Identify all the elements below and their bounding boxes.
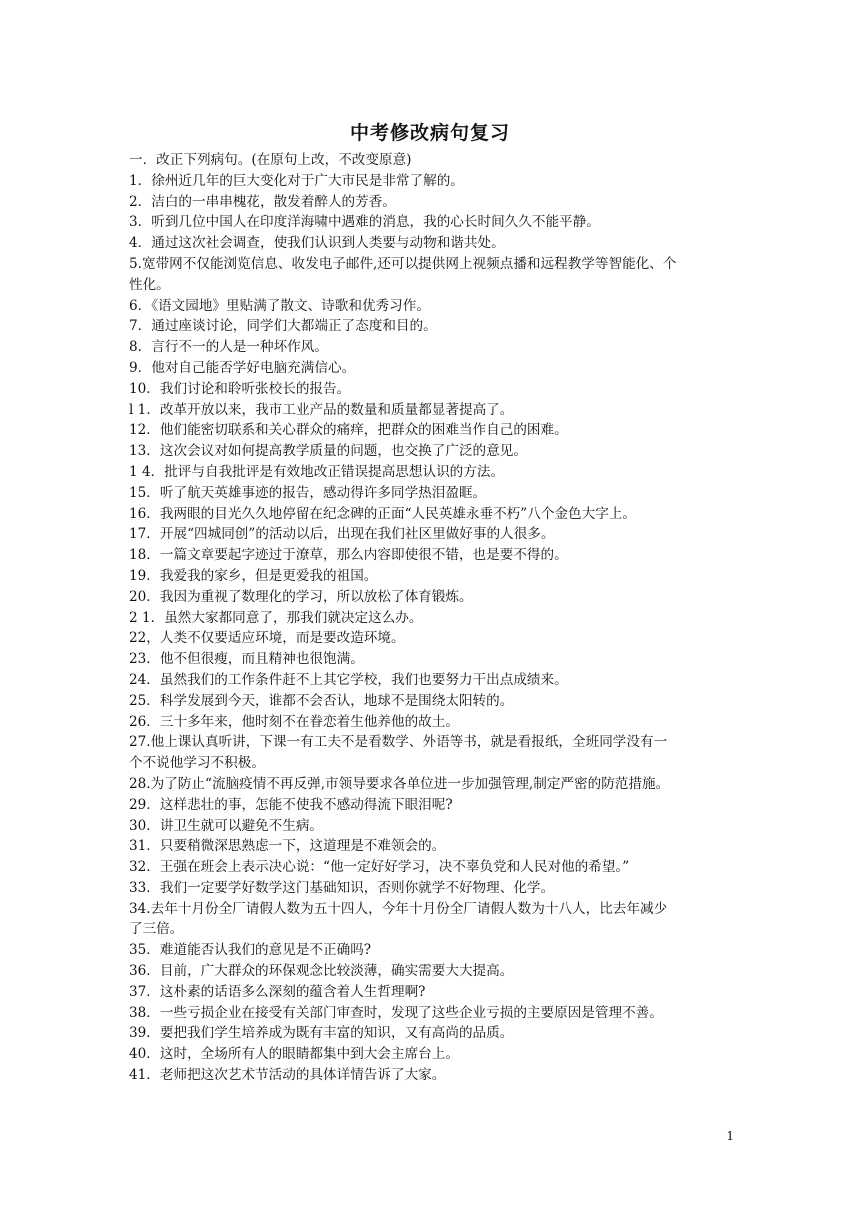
exercise-line-continuation: 个不说他学习不积极。 bbox=[129, 755, 265, 772]
exercise-line: 27.他上课认真听讲，下课一有工夫不是看数学、外语等书，就是看报纸，全班同学没有一 bbox=[129, 734, 668, 751]
exercise-line: 9．他对自己能否学好电脑充满信心。 bbox=[129, 359, 356, 376]
exercise-line: 28.为了防止“流脑疫情不再反弹,市领导要求各单位进一步加强管理,制定严密的防范措施。 bbox=[129, 775, 670, 792]
document-title: 中考修改病句复习 bbox=[349, 122, 510, 144]
exercise-line: 8．言行不一的人是一种坏作风。 bbox=[129, 339, 328, 356]
exercise-line: 10．我们讨论和聆听张校长的报告。 bbox=[129, 380, 351, 397]
exercise-line: 25．科学发展到今天，谁都不会否认，地球不是围绕太阳转的。 bbox=[129, 692, 514, 709]
exercise-line: 3．听到几位中国人在印度洋海啸中遇难的消息，我的心长时间久久不能平静。 bbox=[129, 214, 600, 231]
exercise-line: 23．他不但很瘦，而且精神也很饱满。 bbox=[129, 651, 364, 668]
exercise-line: 2．洁白的一串串槐花，散发着醉人的芳香。 bbox=[129, 193, 396, 210]
exercise-line: 39．要把我们学生培养成为既有丰富的知识，又有高尚的品质。 bbox=[129, 1025, 514, 1042]
instruction-line: 一．改正下列病句。(在原句上改，不改变原意) bbox=[129, 152, 412, 168]
exercise-line: 26．三十多年来，他时刻不在眷恋着生他养他的故土。 bbox=[129, 713, 459, 730]
exercise-line: 2 1．虽然大家都同意了，那我们就决定这么办。 bbox=[129, 609, 423, 626]
exercise-line: 37．这朴素的话语多么深刻的蕴含着人生哲理啊? bbox=[129, 983, 426, 1000]
exercise-line: 35．难道能否认我们的意见是不正确吗? bbox=[129, 942, 372, 959]
exercise-line: 1．徐州近几年的巨大变化对于广大市民是非常了解的。 bbox=[129, 172, 464, 189]
exercise-line: l 1．改革开放以来，我市工业产品的数量和质量都显著提高了。 bbox=[129, 401, 514, 418]
exercise-line: 29．这样悲壮的事，怎能不使我不感动得流下眼泪呢? bbox=[129, 796, 453, 813]
exercise-list bbox=[129, 150, 731, 1086]
exercise-line: 32．王强在班会上表示决心说：“他一定好好学习，决不辜负党和人民对他的希望。” bbox=[129, 859, 630, 876]
exercise-line: 38．一些亏损企业在接受有关部门审查时，发现了这些企业亏损的主要原因是管理不善。 bbox=[129, 1004, 663, 1021]
exercise-line-continuation: 了三倍。 bbox=[129, 921, 184, 938]
exercise-line: 34.去年十月份全厂请假人数为五十四人，今年十月份全厂请假人数为十八人，比去年减少 bbox=[129, 900, 668, 917]
exercise-line: 40．这时，全场所有人的眼睛都集中到大会主席台上。 bbox=[129, 1046, 459, 1063]
exercise-line: 33．我们一定要学好数学这门基础知识，否则你就学不好物理、化学。 bbox=[129, 879, 555, 896]
exercise-line: 36．目前，广大群众的环保观念比较淡薄，确实需要大大提高。 bbox=[129, 963, 514, 980]
exercise-line: 22，人类不仅要适应环境，而是要改造环境。 bbox=[129, 630, 405, 647]
exercise-line: 13．这次会议对如何提高教学质量的问题，也交换了广泛的意见。 bbox=[129, 443, 527, 460]
exercise-line: 1 4．批评与自我批评是有效地改正错误提高思想认识的方法。 bbox=[129, 463, 505, 480]
page-number: 1 bbox=[726, 1129, 734, 1143]
exercise-line-continuation: 性化。 bbox=[129, 276, 170, 293]
exercise-line: 24．虽然我们的工作条件赶不上其它学校，我们也要努力干出点成绩来。 bbox=[129, 671, 568, 688]
exercise-line: 16．我两眼的目光久久地停留在纪念碑的正面“人民英雄永垂不朽”八个金色大字上。 bbox=[129, 505, 636, 522]
exercise-line: 19．我爱我的家乡，但是更爱我的祖国。 bbox=[129, 567, 378, 584]
exercise-line: 30．讲卫生就可以避免不生病。 bbox=[129, 817, 324, 834]
exercise-line: 6．《语文园地》里贴满了散文、诗歌和优秀习作。 bbox=[129, 297, 430, 314]
exercise-line: 7．通过座谈讨论，同学们大都端正了态度和目的。 bbox=[129, 318, 437, 335]
exercise-line: 15．听了航天英雄事迹的报告，感动得许多同学热泪盈眶。 bbox=[129, 484, 487, 501]
exercise-line: 5.宽带网不仅能浏览信息、收发电子邮件,还可以提供网上视频点播和远程教学等智能化、个 bbox=[129, 255, 677, 272]
exercise-line: 41．老师把这次艺术节活动的具体详情告诉了大家。 bbox=[129, 1067, 446, 1084]
exercise-line: 20．我因为重视了数理化的学习，所以放松了体育锻炼。 bbox=[129, 588, 473, 605]
exercise-line: 31．只要稍微深思熟虑一下，这道理是不难领会的。 bbox=[129, 838, 446, 855]
exercise-line: 18．一篇文章要起字迹过于潦草，那么内容即使很不错，也是要不得的。 bbox=[129, 547, 568, 564]
exercise-line: 12．他们能密切联系和关心群众的痛痒，把群众的困难当作自己的困难。 bbox=[129, 422, 568, 439]
exercise-line: 4．通过这次社会调查，使我们认识到人类要与动物和谐共处。 bbox=[129, 235, 505, 252]
exercise-line: 17．开展“四城同创”的活动以后，出现在我们社区里做好事的人很多。 bbox=[129, 526, 555, 543]
